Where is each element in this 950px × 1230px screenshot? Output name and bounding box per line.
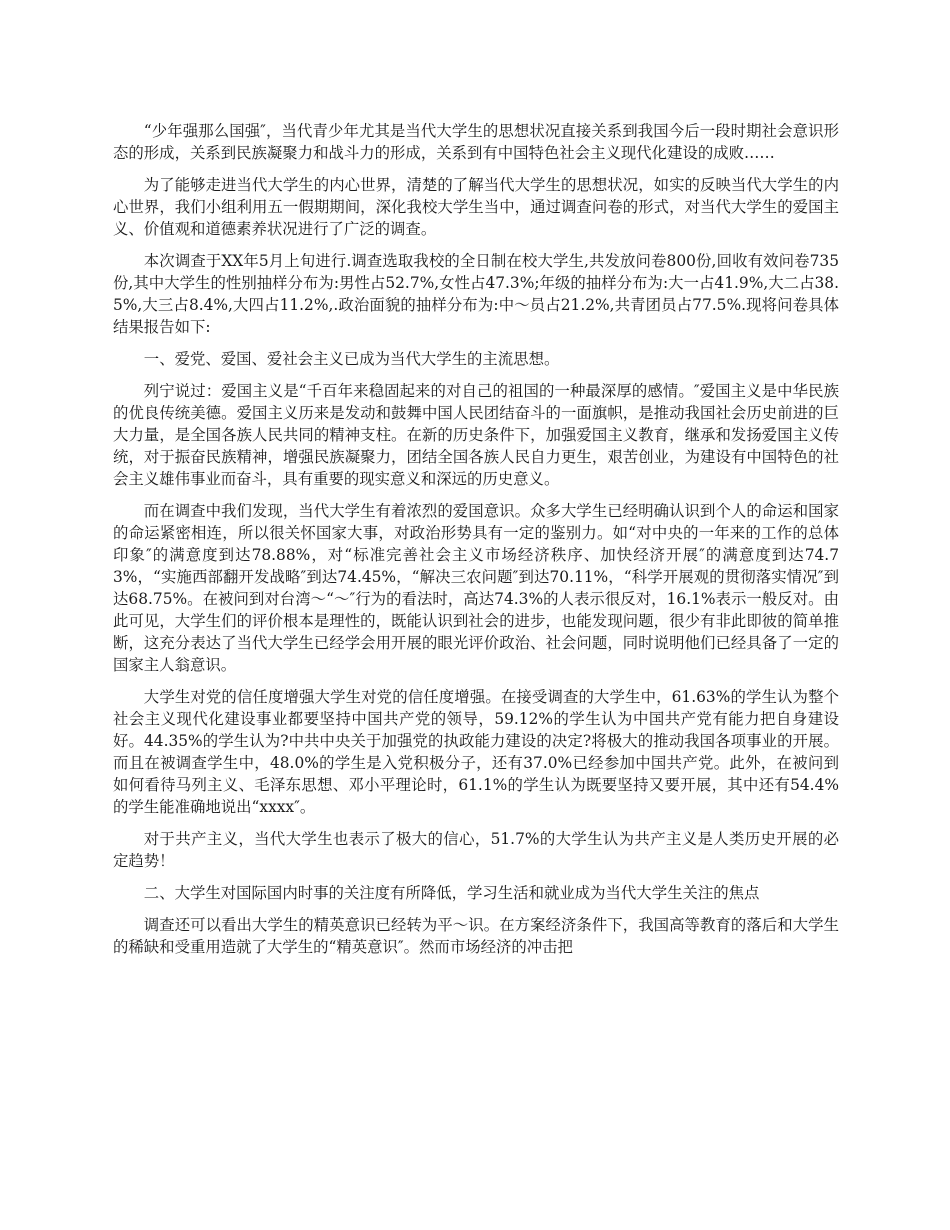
- findings-paragraph: 而在调查中我们发现，当代大学生有着浓烈的爱国意识。众多大学生已经明确认识到个人的命运和国家的命运紧密相连，所以很关怀国家大事，对政治形势具有一定的鉴别力。如“对中央的一年来的工作的总体印象″的满意度到达78.88%，对“标准完善社会主义市场经济秩序、加快经济开展″的满意度到达74.73%，“实施西部翻开发战略″到达74.45%，“解决三农问题″到达70.11%，“科学开展观的贯彻落实情况″到达68.75%。在被问到对台湾～“～″行为的看法时，高达74.3%的人表示很反对，16.1%表示一般反对。由此可见，大学生们的评价根本是理性的，既能认识到社会的进步，也能发现问题，很少有非此即彼的简单推断，这充分表达了当代大学生已经学会用开展的眼光评价政治、社会问题，同时说明他们已经具备了一定的国家主人翁意识。: [113, 502, 839, 674]
- party-trust-paragraph: 大学生对党的信任度增强大学生对党的信任度增强。在接受调查的大学生中，61.63%的学生认为整个社会主义现代化建设事业都要坚持中国共产党的领导，59.12%的学生认为中国共产党有能力把自身建设好。44.35%的学生认为?中共中央关于加强党的执政能力建设的决定?将极大的推动我国各项事业的开展。而且在被调查学生中，48.0%的学生是入党积极分子，还有37.0%已经参加中国共产党。此外，在被问到如何看待马列主义、毛泽东思想、邓小平理论时，61.1%的学生认为既要坚持又要开展，其中还有54.4%的学生能准确地说出“xxxx″。: [113, 688, 839, 816]
- intro-paragraph: “少年强那么国强″，当代青少年尤其是当代大学生的思想状况直接关系到我国今后一段时期社会意识形态的形成，关系到民族凝聚力和战斗力的形成，关系到有中国特色社会主义现代化建设的成败……: [113, 122, 839, 162]
- purpose-paragraph: 为了能够走进当代大学生的内心世界，清楚的了解当代大学生的思想状况，如实的反映当代大学生的内心世界，我们小组利用五一假期期间，深化我校大学生当中，通过调查问卷的形式，对当代大学生的爱国主义、价值观和道德素养状况进行了广泛的调查。: [113, 176, 839, 238]
- elite-awareness-paragraph: 调查还可以看出大学生的精英意识已经转为平～识。在方案经济条件下，我国高等教育的落后和大学生的稀缺和受重用造就了大学生的“精英意识″。然而市场经济的冲击把: [113, 916, 839, 956]
- survey-method-paragraph: 本次调查于XX年5月上旬进行.调查选取我校的全日制在校大学生,共发放问卷800份,回收有效问卷735份,其中大学生的性别抽样分布为:男性占52.7%,女性占47.3%;年级的抽样分布为:大一占41.9%,大二占38.5%,大三占8.4%,大四占11.2%,.政治面貌的抽样分布为:中～员占21.2%,共青团员占77.5%.现将问卷具体结果报告如下:: [113, 252, 839, 336]
- section-heading-1: 一、爱党、爱国、爱社会主义已成为当代大学生的主流思想。: [143, 350, 560, 368]
- patriotism-paragraph: 列宁说过：爱国主义是“千百年来稳固起来的对自己的祖国的一种最深厚的感情。″爱国主义是中华民族的优良传统美德。爱国主义历来是发动和鼓舞中国人民团结奋斗的一面旗帜，是推动我国社会历史前进的巨大力量，是全国各族人民共同的精神支柱。在新的历史条件下，加强爱国主义教育，继承和发扬爱国主义传统，对于振奋民族精神，增强民族凝聚力，团结全国各族人民自力更生，艰苦创业，为建设有中国特色的社会主义雄伟事业而奋斗，具有重要的现实意义和深远的历史意义。: [113, 382, 839, 488]
- section-heading-2: 二、大学生对国际国内时事的关注度有所降低，学习生活和就业成为当代大学生关注的焦点: [143, 884, 760, 902]
- communism-paragraph: 对于共产主义，当代大学生也表示了极大的信心，51.7%的大学生认为共产主义是人类历史开展的必定趋势！: [113, 830, 839, 870]
- document-page: [113, 120, 839, 968]
